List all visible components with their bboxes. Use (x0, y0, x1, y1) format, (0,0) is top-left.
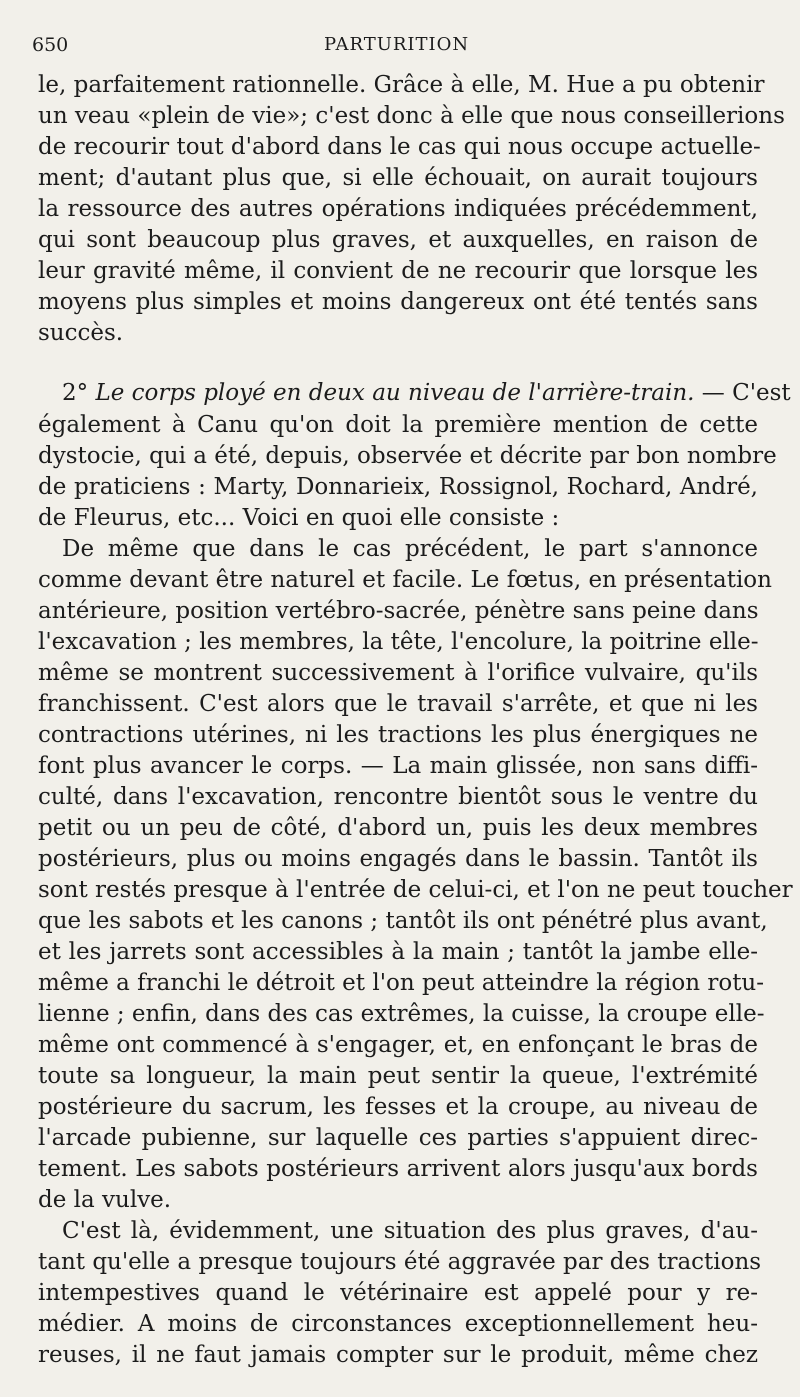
text-line: l'excavation ; les membres, la tête, l'encolure, la poitrine elle- (38, 629, 759, 655)
text-line: leur gravité même, il convient de ne recourir que lorsque les (38, 258, 758, 284)
text-line: culté, dans l'excavation, rencontre bientôt sous le ventre du (38, 784, 758, 810)
text-line: comme devant être naturel et facile. Le fœtus, en présentation (38, 567, 772, 593)
section-heading-line: 2° Le corps ployé en deux au niveau de l'arrière-train. — C'est (62, 380, 791, 406)
text-line: même se montrent successivement à l'orifice vulvaire, qu'ils (38, 660, 758, 686)
text-line: contractions utérines, ni les tractions les plus énergiques ne (38, 722, 758, 748)
text-line: de Fleurus, etc... Voici en quoi elle consiste : (38, 505, 560, 531)
text-line: C'est là, évidemment, une situation des plus graves, d'au- (62, 1218, 758, 1244)
text-line: de praticiens : Marty, Donnarieix, Rossignol, Rochard, André, (38, 474, 758, 500)
text-line: petit ou un peu de côté, d'abord un, puis les deux membres (38, 815, 758, 841)
text-line: même a franchi le détroit et l'on peut atteindre la région rotu- (38, 970, 765, 996)
text-line: l'arcade pubienne, sur laquelle ces parties s'appuient direc- (38, 1125, 758, 1151)
text-line: franchissent. C'est alors que le travail s'arrête, et que ni les (38, 691, 758, 717)
running-head: PARTURITION (324, 34, 470, 55)
text-line: de recourir tout d'abord dans le cas qui nous occupe actuelle- (38, 134, 761, 160)
text-line: moyens plus simples et moins dangereux ont été tentés sans (38, 289, 758, 315)
text-line: intempestives quand le vétérinaire est appelé pour y re- (38, 1280, 758, 1306)
text-line: que les sabots et les canons ; tantôt ils ont pénétré plus avant, (38, 908, 768, 934)
text-line: De même que dans le cas précédent, le part s'annonce (62, 536, 758, 562)
text-line: postérieurs, plus ou moins engagés dans le bassin. Tantôt ils (38, 846, 758, 872)
text-line: et les jarrets sont accessibles à la main ; tantôt la jambe elle- (38, 939, 758, 965)
text-line: font plus avancer le corps. — La main glissée, non sans diffi- (38, 753, 758, 779)
page-header (32, 34, 760, 60)
text-line: toute sa longueur, la main peut sentir la queue, l'extrémité (38, 1063, 758, 1089)
text-line: de la vulve. (38, 1187, 172, 1213)
section-heading-title: Le corps ployé en deux au niveau de l'arrière-train. (95, 380, 695, 406)
text-line: même ont commencé à s'engager, et, en enfonçant le bras de (38, 1032, 758, 1058)
text-line: sont restés presque à l'entrée de celui-ci, et l'on ne peut toucher (38, 877, 793, 903)
text-line: tement. Les sabots postérieurs arrivent alors jusqu'aux bords (38, 1156, 758, 1182)
text-line: antérieure, position vertébro-sacrée, pénètre sans peine dans (38, 598, 759, 624)
text-line: postérieure du sacrum, les fesses et la croupe, au niveau de (38, 1094, 758, 1120)
text-line: le, parfaitement rationnelle. Grâce à elle, M. Hue a pu obtenir (38, 72, 765, 98)
text-line: tant qu'elle a presque toujours été aggravée par des tractions (38, 1249, 762, 1275)
text-line: ment; d'autant plus que, si elle échouait, on aurait toujours (38, 165, 758, 191)
text-line: lienne ; enfin, dans des cas extrêmes, la cuisse, la croupe elle- (38, 1001, 765, 1027)
page-number: 650 (32, 34, 69, 56)
text-line: qui sont beaucoup plus graves, et auxquelles, en raison de (38, 227, 758, 253)
text-line: dystocie, qui a été, depuis, observée et décrite par bon nombre (38, 443, 777, 469)
text-line: médier. A moins de circonstances exceptionnellement heu- (38, 1311, 758, 1337)
text-line: reuses, il ne faut jamais compter sur le produit, même chez (38, 1342, 758, 1368)
text-line: un veau «plein de vie»; c'est donc à elle que nous conseillerions (38, 103, 785, 129)
text-line: également à Canu qu'on doit la première mention de cette (38, 412, 758, 438)
text-line: la ressource des autres opérations indiquées précédemment, (38, 196, 758, 222)
text-line: succès. (38, 320, 124, 346)
